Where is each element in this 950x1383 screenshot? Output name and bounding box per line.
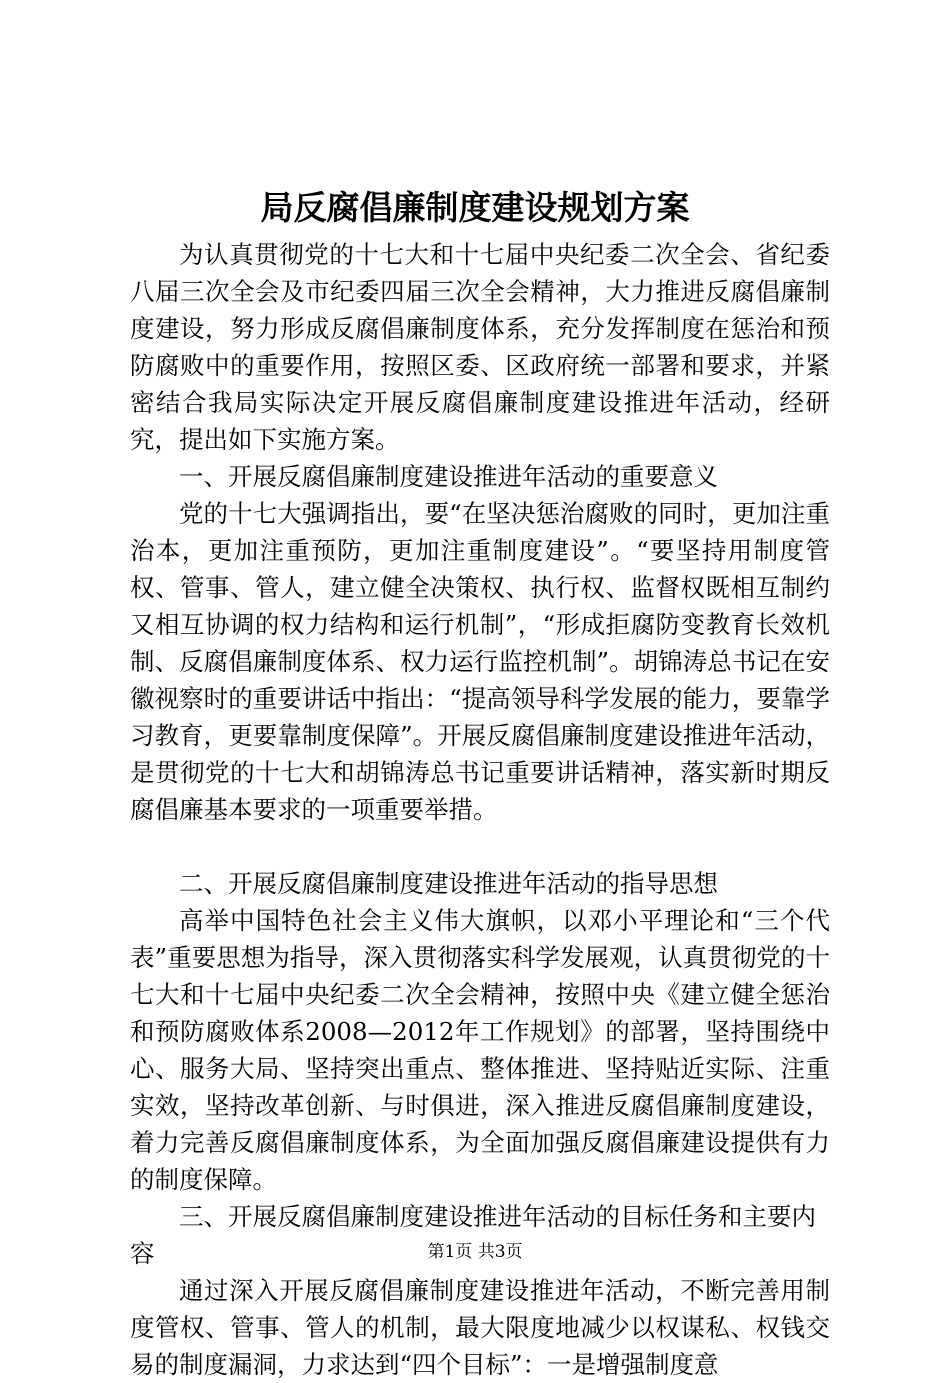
page-number-footer: 第1页 共3页 [427, 1242, 523, 1262]
section-3-paragraph: 通过深入开展反腐倡廉制度建设推进年活动，不断完善用制度管权、管事、管人的机制，最大限度地减少以权谋私、权钱交易的制度漏洞，力求达到“四个目标”：一是增强制度意 [130, 1276, 830, 1379]
intro-paragraph: 为认真贯彻党的十七大和十七届中央纪委二次全会、省纪委八届三次全会及市纪委四届三次全会精神，大力推进反腐倡廉制度建设，努力形成反腐倡廉制度体系，充分发挥制度在惩治和预防腐败中的重要作用，按照区委、区政府统一部署和要求，并紧密结合我局实际决定开展反腐倡廉制度建设推进年活动，经研究，提出如下实施方案。 [130, 240, 830, 454]
blank-line [130, 828, 830, 865]
section-heading-2: 二、开展反腐倡廉制度建设推进年活动的指导思想 [179, 869, 718, 898]
document-body [130, 236, 830, 1383]
section-1-paragraph: 党的十七大强调指出，要“在坚决惩治腐败的同时，更加注重治本，更加注重预防，更加注重制度建设”。“要坚持用制度管权、管事、管人，建立健全决策权、执行权、监督权既相互制约又相互协调的权力结构和运行机制”，“形成拒腐防变教育长效机制、反腐倡廉制度体系、权力运行监控机制”。胡锦涛总书记在安徽视察时的重要讲话中指出：“提高领导科学发展的能力，要靠学习教育，更要靠制度保障”。开展反腐倡廉制度建设推进年活动，是贯彻党的十七大和胡锦涛总书记重要讲话精神，落实新时期反腐倡廉基本要求的一项重要举措。 [130, 499, 830, 824]
document-title: 局反腐倡廉制度建设规划方案 [260, 188, 690, 227]
section-heading-3: 三、开展反腐倡廉制度建设推进年活动的目标任务和主要内容 [130, 1202, 816, 1268]
section-2-paragraph: 高举中国特色社会主义伟大旗帜，以邓小平理论和“三个代表”重要思想为指导，深入贯彻落实科学发展观，认真贯彻党的十七大和十七届中央纪委二次全会精神，按照中央《建立健全惩治和预防腐败体系2008—2012年工作规划》的部署，坚持围绕中心、服务大局、坚持突出重点、整体推进、坚持贴近实际、注重实效，坚持改革创新、与时俱进，深入推进反腐倡廉制度建设，着力完善反腐倡廉制度体系，为全面加强反腐倡廉建设提供有力的制度保障。 [130, 906, 830, 1194]
section-heading-1: 一、开展反腐倡廉制度建设推进年活动的重要意义 [179, 462, 718, 491]
